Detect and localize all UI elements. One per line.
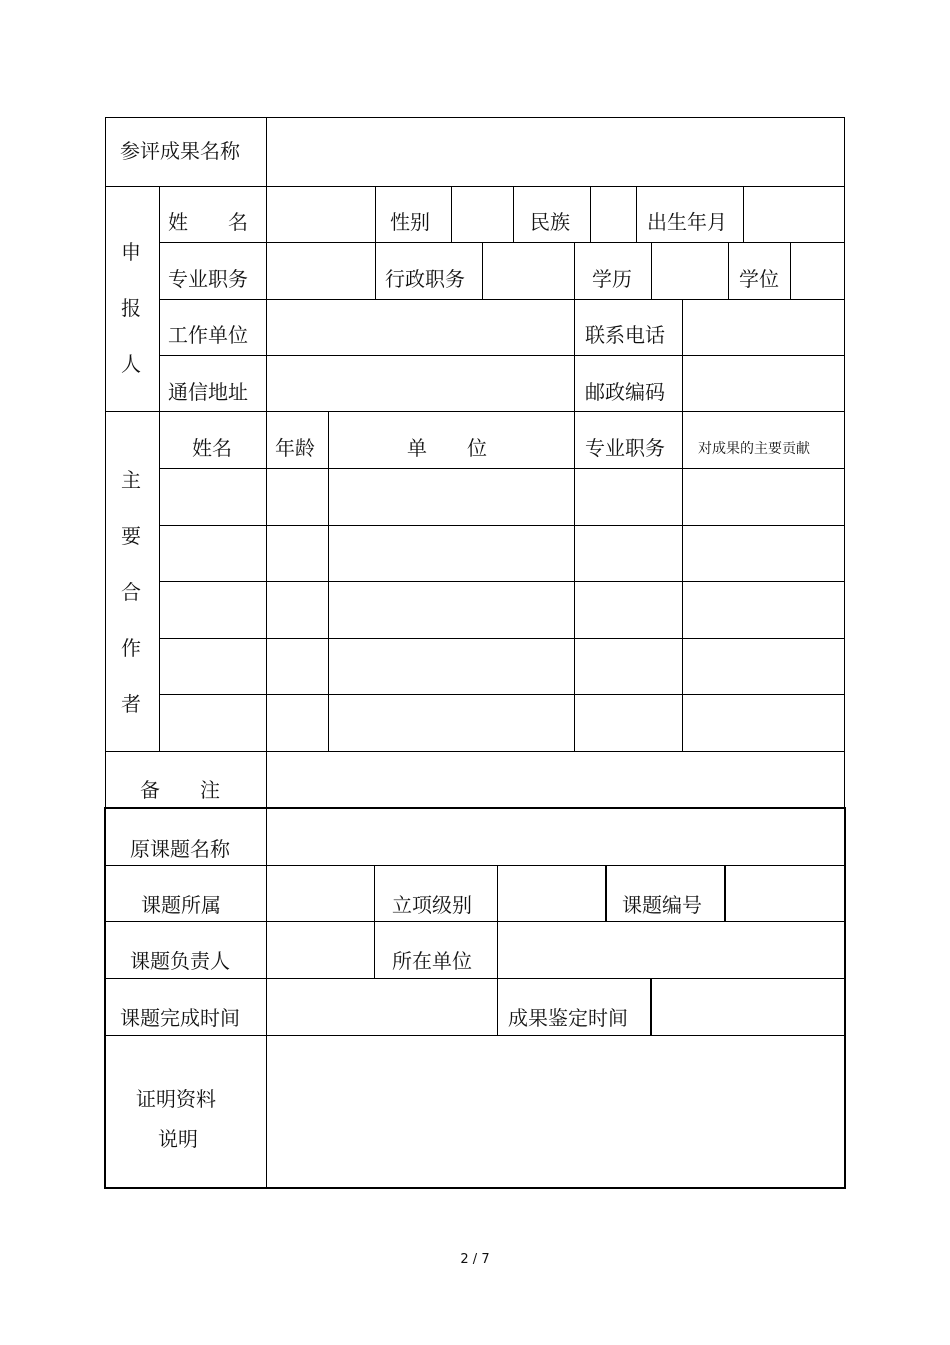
rule bbox=[728, 242, 729, 299]
rule bbox=[159, 242, 845, 243]
collab-header-age: 年龄 bbox=[275, 436, 315, 460]
rule bbox=[159, 581, 845, 582]
work-unit-label: 工作单位 bbox=[168, 323, 248, 347]
rule bbox=[105, 117, 845, 118]
rule bbox=[482, 242, 483, 299]
rule bbox=[513, 186, 514, 242]
rule bbox=[159, 186, 160, 751]
collab-header-name: 姓名 bbox=[192, 436, 232, 460]
rule bbox=[266, 808, 267, 1188]
rule bbox=[497, 865, 498, 1035]
phone-label: 联系电话 bbox=[585, 323, 665, 347]
rule bbox=[105, 411, 845, 412]
rule bbox=[374, 865, 375, 978]
rule bbox=[105, 1035, 845, 1036]
rule bbox=[451, 186, 452, 242]
rule bbox=[682, 299, 683, 411]
rule bbox=[574, 242, 575, 299]
appraisal-time-label: 成果鉴定时间 bbox=[508, 1006, 628, 1030]
gender-label: 性别 bbox=[390, 210, 430, 234]
address-label: 通信地址 bbox=[168, 380, 248, 404]
collab-group-char: 要 bbox=[121, 524, 141, 548]
rule bbox=[105, 751, 845, 752]
applicant-group-char: 报 bbox=[121, 296, 141, 320]
rule bbox=[105, 186, 845, 187]
rule bbox=[105, 921, 845, 922]
rule bbox=[590, 186, 591, 242]
remarks-label: 备 注 bbox=[140, 778, 220, 802]
rule bbox=[266, 186, 267, 808]
rule bbox=[650, 978, 652, 1035]
rule bbox=[574, 299, 575, 411]
rule bbox=[159, 355, 845, 356]
rule bbox=[266, 117, 267, 186]
collab-header-contribution: 对成果的主要贡献 bbox=[698, 441, 810, 457]
rule bbox=[651, 242, 652, 299]
rule bbox=[104, 807, 846, 809]
rule bbox=[605, 865, 607, 922]
rule bbox=[574, 411, 575, 751]
rule bbox=[636, 186, 637, 242]
ethnicity-label: 民族 bbox=[530, 210, 570, 234]
rule bbox=[844, 117, 845, 808]
rule bbox=[159, 638, 845, 639]
rule bbox=[105, 978, 845, 979]
completion-time-label: 课题完成时间 bbox=[120, 1006, 240, 1030]
rule bbox=[790, 242, 791, 299]
rule bbox=[105, 117, 106, 808]
applicant-group-char: 人 bbox=[121, 352, 141, 376]
rule bbox=[743, 186, 744, 242]
collab-group-char: 主 bbox=[121, 468, 141, 492]
postcode-label: 邮政编码 bbox=[585, 380, 665, 404]
proof-label-line1: 证明资料 bbox=[136, 1087, 216, 1111]
collab-group-char: 者 bbox=[121, 692, 141, 716]
applicant-group-char: 申 bbox=[121, 240, 141, 264]
rule bbox=[159, 525, 845, 526]
rule bbox=[328, 411, 329, 751]
proof-label-line2: 说明 bbox=[158, 1127, 198, 1151]
orig-topic-label: 原课题名称 bbox=[130, 837, 230, 861]
rule bbox=[375, 186, 376, 242]
project-level-label: 立项级别 bbox=[392, 893, 472, 917]
rule bbox=[104, 1187, 846, 1189]
rule bbox=[159, 468, 845, 469]
collab-header-prof-title: 专业职务 bbox=[585, 436, 665, 460]
topic-affil-label: 课题所属 bbox=[141, 893, 221, 917]
rule bbox=[724, 865, 726, 922]
birth-label: 出生年月 bbox=[647, 210, 727, 234]
page-number: 2 / 7 bbox=[460, 1252, 490, 1267]
education-label: 学历 bbox=[592, 267, 632, 291]
rule bbox=[105, 865, 845, 866]
rule bbox=[375, 242, 376, 299]
collab-group-char: 作 bbox=[121, 636, 141, 660]
admin-title-label: 行政职务 bbox=[385, 267, 465, 291]
degree-label: 学位 bbox=[739, 267, 779, 291]
prof-title-label: 专业职务 bbox=[168, 267, 248, 291]
title-label: 参评成果名称 bbox=[120, 139, 240, 163]
topic-leader-label: 课题负责人 bbox=[130, 949, 230, 973]
rule bbox=[159, 299, 845, 300]
collab-header-unit: 单 位 bbox=[407, 436, 487, 460]
rule bbox=[159, 694, 845, 695]
rule bbox=[682, 411, 683, 751]
topic-number-label: 课题编号 bbox=[622, 893, 702, 917]
collab-group-char: 合 bbox=[121, 580, 141, 604]
name-label: 姓 名 bbox=[168, 210, 248, 234]
leader-unit-label: 所在单位 bbox=[392, 949, 472, 973]
